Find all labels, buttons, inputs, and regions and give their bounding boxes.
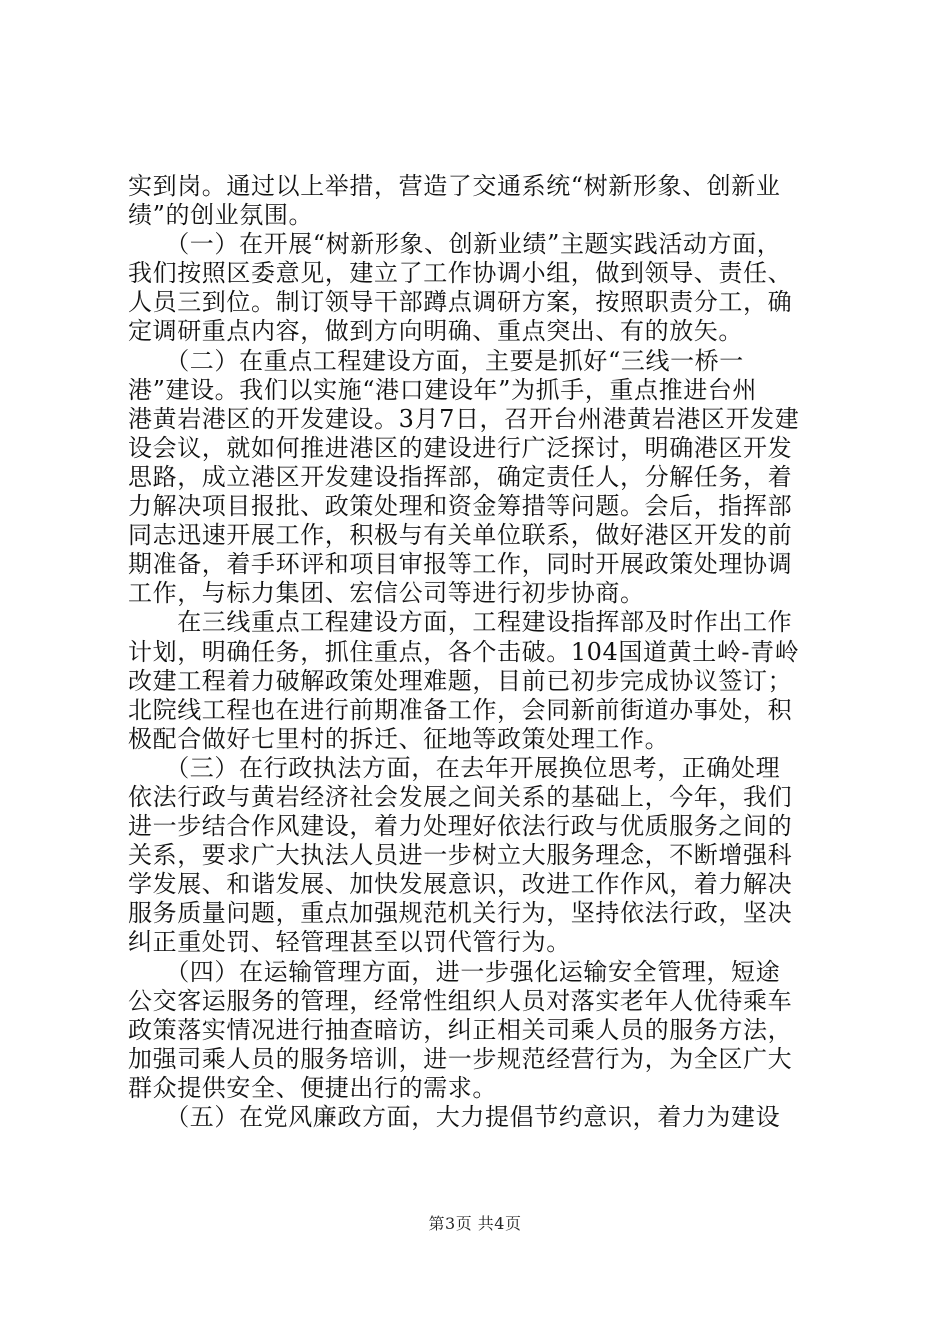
text-line: 我们按照区委意见，建立了工作协调小组，做到领导、责任、 [128, 259, 793, 288]
text-line: 同志迅速开展工作，积极与有关单位联系，做好港区开发的前 [128, 521, 793, 550]
text-line: 港黄岩港区的开发建设。3月7日，召开台州港黄岩港区开发建 [128, 404, 800, 433]
text-line: 纠正重处罚、轻管理甚至以罚代管行为。 [128, 928, 571, 957]
text-line: 期准备，着手环评和项目审报等工作，同时开展政策处理协调 [128, 550, 793, 579]
text-line: （四）在运输管理方面，进一步强化运输安全管理，短途 [128, 957, 781, 986]
text-line: 绩”的创业氛围。 [128, 201, 314, 230]
text-line: 依法行政与黄岩经济社会发展之间关系的基础上，今年，我们 [128, 782, 793, 811]
text-line: 港”建设。我们以实施“港口建设年”为抓手，重点推进台州 [128, 375, 758, 404]
text-line: 关系，要求广大执法人员进一步树立大服务理念，不断增强科 [128, 841, 793, 870]
text-line: 群众提供安全、便捷出行的需求。 [128, 1073, 497, 1102]
text-line: 在三线重点工程建设方面，工程建设指挥部及时作出工作 [128, 608, 793, 637]
text-line: 工作，与标力集团、宏信公司等进行初步协商。 [128, 579, 645, 608]
text-line: 计划，明确任务，抓住重点，各个击破。104国道黄土岭-青岭 [128, 637, 800, 666]
text-line: 改建工程着力破解政策处理难题，目前已初步完成协议签订； [128, 666, 793, 695]
document-body [128, 172, 840, 1132]
text-line: 力解决项目报批、政策处理和资金筹措等问题。会后，指挥部 [128, 492, 793, 521]
text-line: （一）在开展“树新形象、创新业绩”主题实践活动方面， [128, 230, 782, 259]
text-line: 思路，成立港区开发建设指挥部，确定责任人，分解任务，着 [128, 462, 793, 491]
text-line: 人员三到位。制订领导干部蹲点调研方案，按照职责分工，确 [128, 288, 793, 317]
text-line: 进一步结合作风建设，着力处理好依法行政与优质服务之间的 [128, 812, 793, 841]
text-line: 设会议，就如何推进港区的建设进行广泛探讨，明确港区开发 [128, 433, 793, 462]
text-line: 政策落实情况进行抽查暗访，纠正相关司乘人员的服务方法， [128, 1015, 793, 1044]
text-line: 北院线工程也在进行前期准备工作，会同新前街道办事处，积 [128, 695, 793, 724]
text-line: （二）在重点工程建设方面，主要是抓好“三线一桥一 [128, 346, 744, 375]
page-footer: 第3页 共4页 [428, 1214, 522, 1233]
text-line: （三）在行政执法方面，在去年开展换位思考，正确处理 [128, 753, 781, 782]
text-line: （五）在党风廉政方面，大力提倡节约意识，着力为建设 [128, 1103, 781, 1131]
text-line: 服务质量问题，重点加强规范机关行为，坚持依法行政，坚决 [128, 899, 793, 928]
text-line: 公交客运服务的管理，经常性组织人员对落实老年人优待乘车 [128, 986, 793, 1015]
text-line: 实到岗。通过以上举措，营造了交通系统“树新形象、创新业 [128, 172, 781, 200]
text-line: 加强司乘人员的服务培训，进一步规范经营行为，为全区广大 [128, 1044, 793, 1073]
text-line: 极配合做好七里村的拆迁、征地等政策处理工作。 [128, 724, 670, 753]
text-line: 定调研重点内容，做到方向明确、重点突出、有的放矢。 [128, 317, 743, 346]
text-line: 学发展、和谐发展、加快发展意识，改进工作作风，着力解决 [128, 870, 793, 899]
